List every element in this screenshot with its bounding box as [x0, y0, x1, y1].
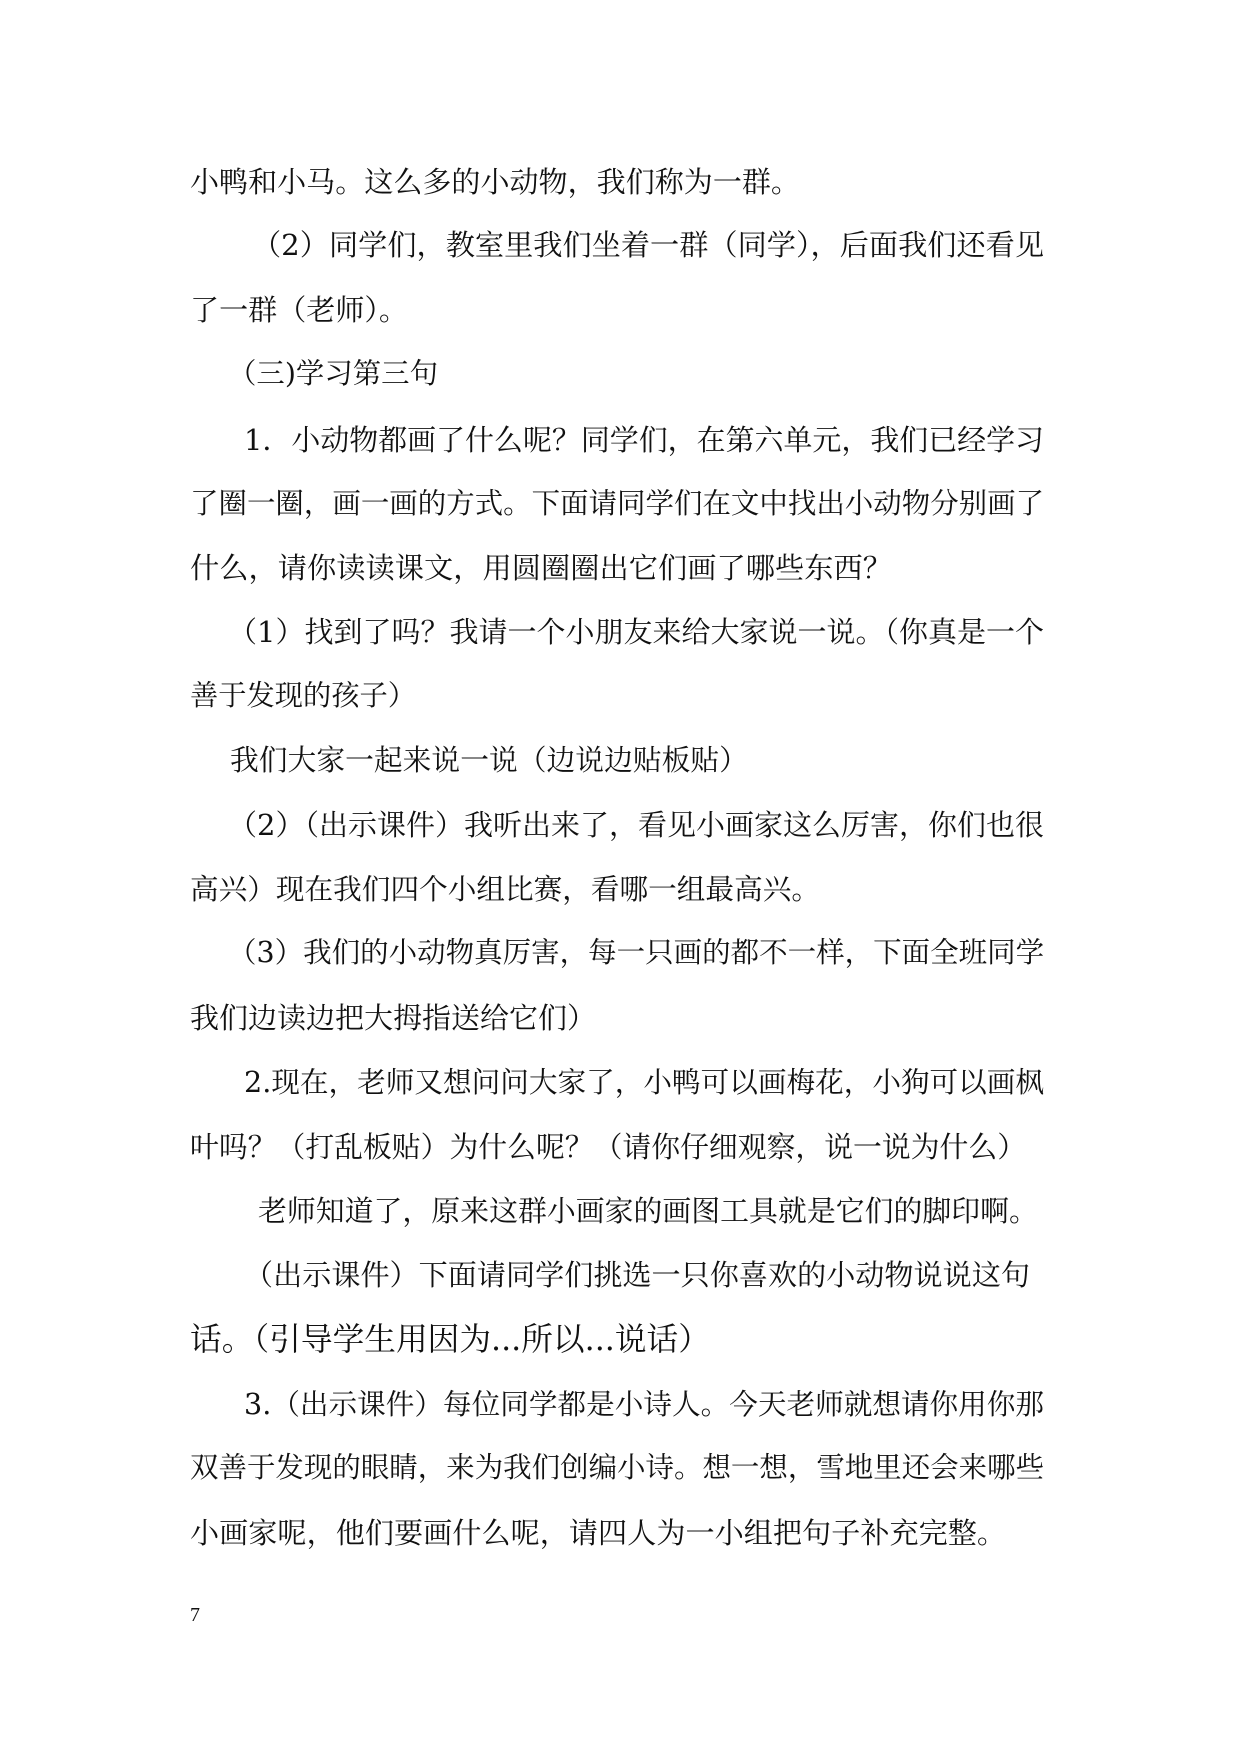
text-line: 叶吗？（打乱板贴）为什么呢？（请你仔细观察，说一说为什么） [190, 1130, 1027, 1164]
text-line: 了圈一圈，画一画的方式。下面请同学们在文中找出小动物分别画了 [190, 487, 1045, 520]
text-line: 3.（出示课件）每位同学都是小诗人。今天老师就想请你用你那 [244, 1387, 1045, 1421]
text-line: （2）同学们，教室里我们坐着一群（同学），后面我们还看见 [252, 228, 1045, 262]
text-line: （3）我们的小动物真厉害，每一只画的都不一样，下面全班同学 [228, 936, 1045, 969]
text-line: 了一群（老师）。 [190, 293, 408, 327]
text-line: （1）找到了吗？我请一个小朋友来给大家说一说。（你真是一个 [228, 615, 1044, 649]
text-line: 我们大家一起来说一说（边说边贴板贴） [230, 743, 748, 777]
text-line: 小鸭和小马。这么多的小动物，我们称为一群。 [190, 165, 800, 199]
text-line: 双善于发现的眼睛，来为我们创编小诗。想一想，雪地里还会来哪些 [190, 1451, 1045, 1484]
text-line: 善于发现的孩子） [190, 679, 416, 712]
text-line: 我们边读边把大拇指送给它们） [190, 1001, 597, 1035]
text-line: 小画家呢，他们要画什么呢，请四人为一小组把句子补充完整。 [190, 1516, 1007, 1550]
section-heading: （三)学习第三句 [228, 357, 439, 390]
text-line: 什么，请你读读课文，用圆圈圈出它们画了哪些东西？ [190, 551, 892, 585]
text-line: （出示课件）下面请同学们挑选一只你喜欢的小动物说说这句 [244, 1258, 1030, 1292]
text-line: 高兴）现在我们四个小组比赛，看哪一组最高兴。 [190, 872, 820, 906]
text-line: 1．小动物都画了什么呢？同学们，在第六单元，我们已经学习 [244, 423, 1045, 457]
text-line: 老师知道了，原来这群小画家的画图工具就是它们的脚印啊。 [258, 1194, 1038, 1228]
text-line: （2）（出示课件）我听出来了，看见小画家这么厉害，你们也很 [228, 808, 1044, 842]
page-number: 7 [190, 1604, 200, 1626]
text-line: 话。（引导学生用因为...所以...说话） [190, 1322, 710, 1358]
text-line: 2.现在，老师又想问问大家了，小鸭可以画梅花，小狗可以画枫 [244, 1065, 1045, 1099]
